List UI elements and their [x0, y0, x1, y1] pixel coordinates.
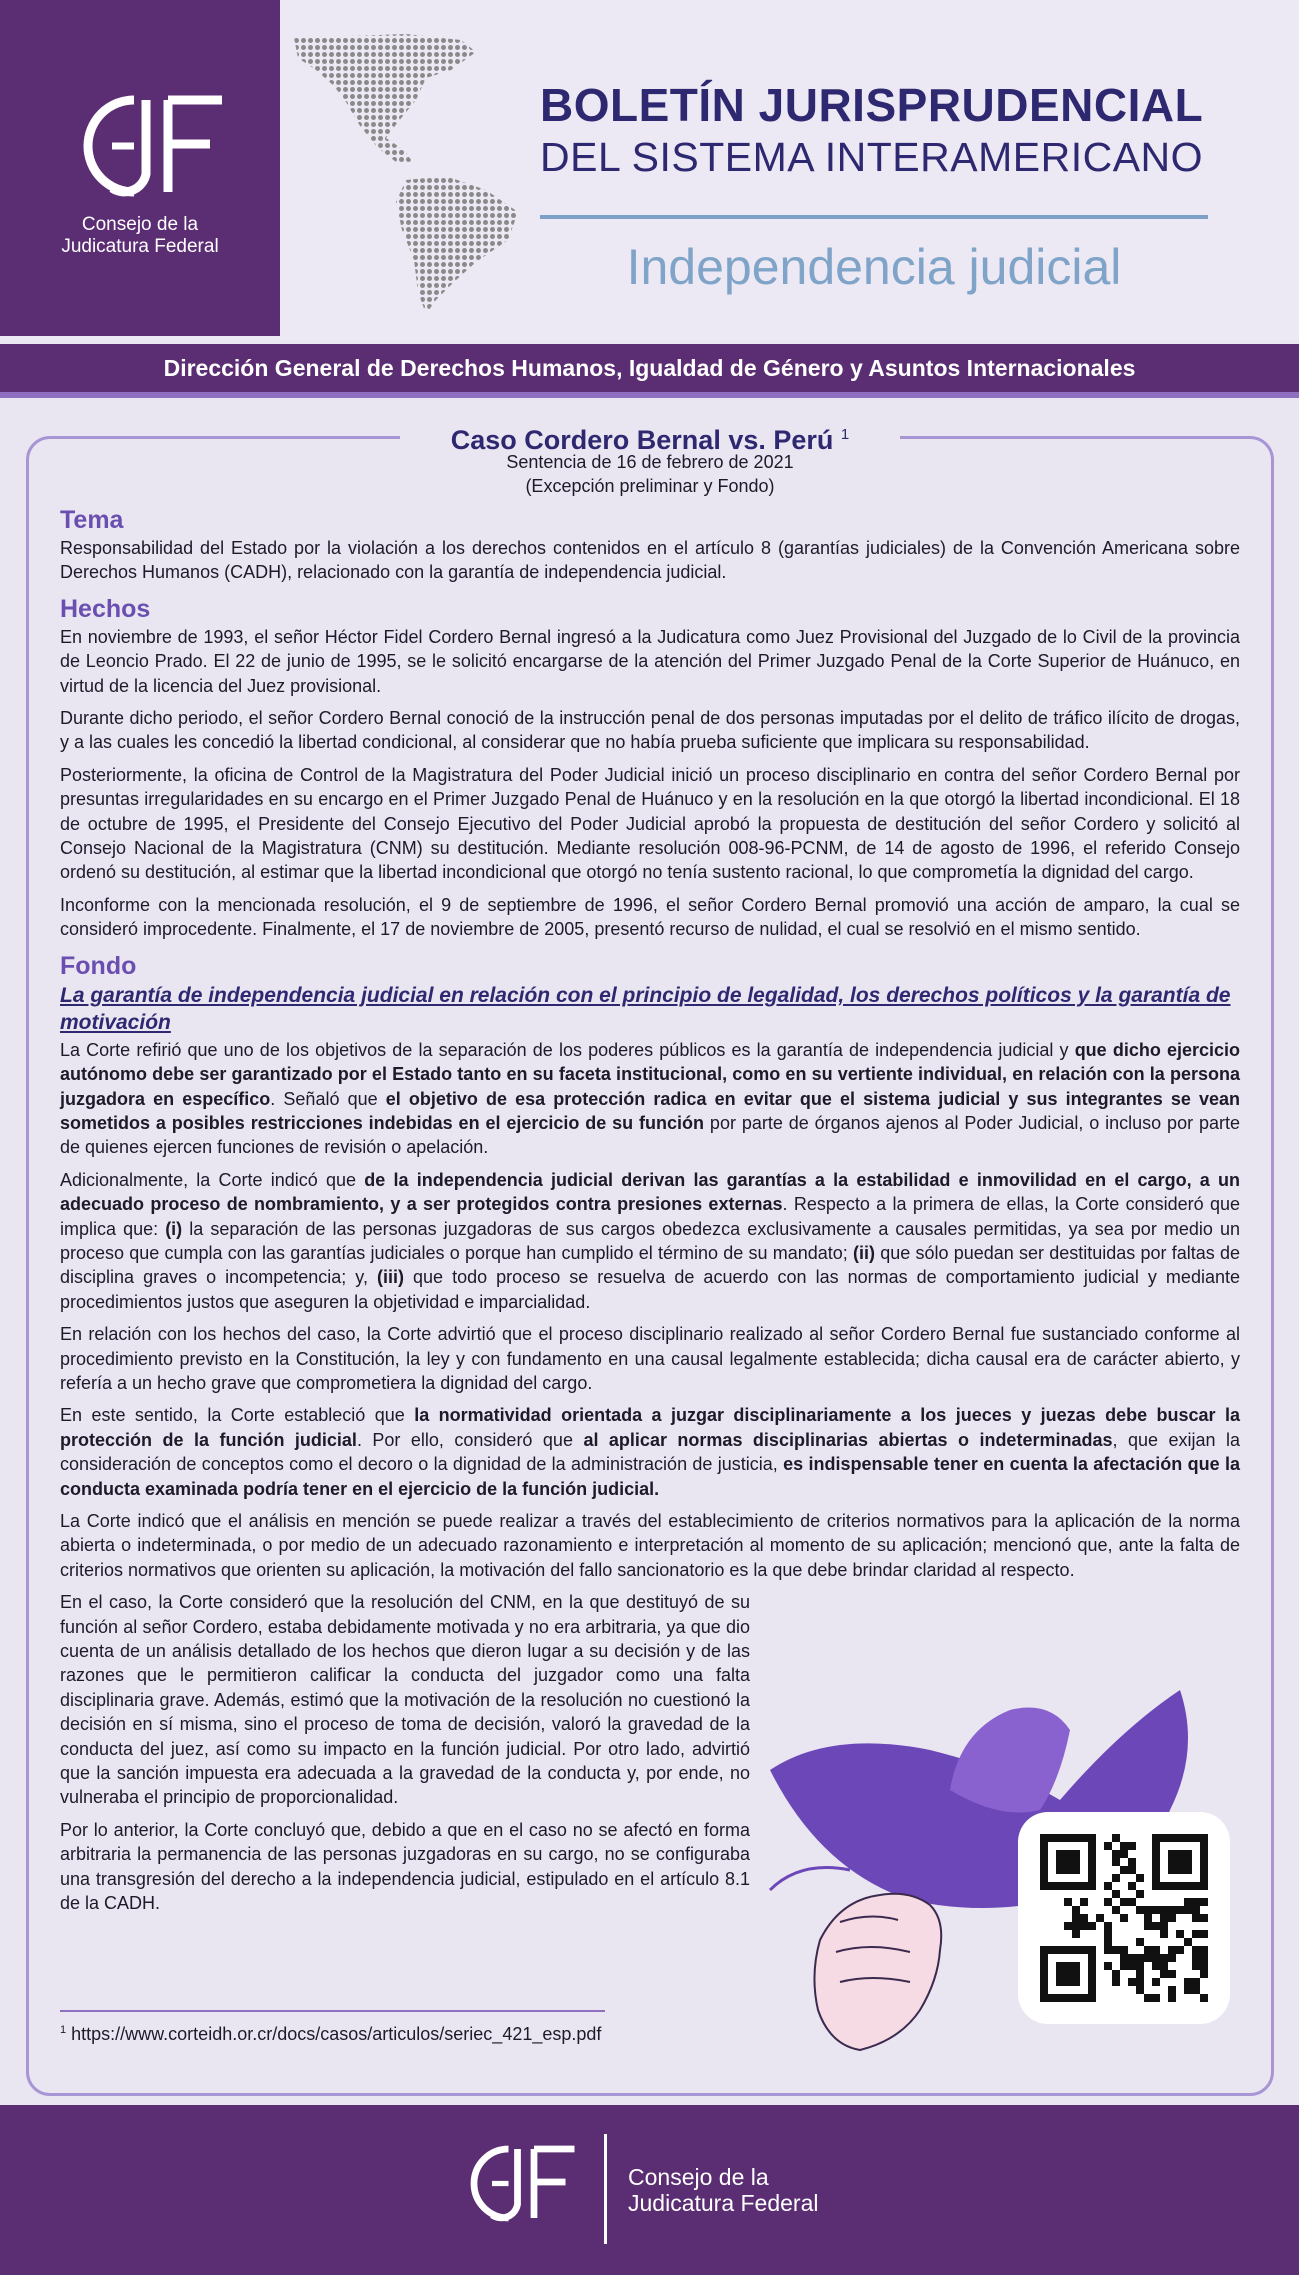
footnote — [60, 2024, 760, 2045]
band-underline — [0, 392, 1299, 398]
fondo-paragraph: La Corte indicó que el análisis en mención se puede realizar a través del establecimiento de criterios normativos para la aplicación de la norma abierta o indeterminada, o por medio de un adecuado razonamiento e interpretación al momento de su aplicación; mencionó que, ante la falta de criterios normativos que orienten su aplicación, la motivación del fallo sancionatorio es la que debe brindar claridad al respecto. — [60, 1511, 1240, 1580]
fondo-paragraph: La Corte refirió que uno de los objetivos de la separación de los poderes públicos es la garantía de independencia judicial y que dicho ejercicio autónomo debe ser garantizado por el Estado tanto en su faceta institucional, como en su vertiente individual, en relación con la persona juzgadora en específico. Señaló que el objetivo de esa protección radica en evitar que el sistema judicial y sus integrantes se vean sometidos a posibles restricciones indebidas en el ejercicio de su función por parte de órganos ajenos al Poder Judicial, o incluso por parte de quienes ejercen funciones de revisión o apelación. — [60, 1039, 1241, 1158]
fondo-paragraph: Por lo anterior, la Corte concluyó que, debido a que en el caso no se afectó en forma arbitraria la permanencia de las personas juzgadoras en su cargo, no se configuraba una transgresión del derecho a la independencia judicial, estipulado en el artículo 8.1 de la CADH. — [60, 1819, 750, 1914]
fondo-paragraph: Adicionalmente, la Corte indicó que de la independencia judicial derivan las garantías a la estabilidad e inmovilidad en el cargo, a un adecuado proceso de nombramiento, y a ser protegidos contra presiones externas. Respecto a la primera de ellas, la Corte consideró que implica que: (i) la separación de las personas juzgadoras de sus cargos obedezca exclusivamente a causales permitidas, ya sea por medio un proceso que cumpla con las garantías judiciales o porque han cumplido el término de su mandato; (ii) que sólo puedan ser destituidas por faltas de disciplina graves o incompetencia; y, (iii) que todo proceso se resuelva de acuerdo con las normas de comportamiento judicial y mediante procedimientos justos que aseguren la objetividad e imparcialidad. — [60, 1169, 1241, 1312]
fondo-heading: Fondo — [60, 951, 137, 980]
footer-divider — [604, 2134, 607, 2244]
bulletin-subtitle: DEL SISTEMA INTERAMERICANO — [540, 134, 1204, 180]
logo-text — [40, 214, 240, 258]
logo-text-line1: Consejo de la — [81, 214, 199, 235]
logo-panel — [0, 0, 280, 336]
fondo-paragraph: En relación con los hechos del caso, la Corte advirtió que el proceso disciplinario realizado al señor Cordero Bernal fue sustanciado conforme al procedimiento previsto en la Constitución, la ley y con fundamento en una causal legalmente establecida; dicha causal era de carácter abierto, y refería a un hecho grave que comprometiera la dignidad del cargo. — [60, 1324, 1240, 1393]
footer-text — [628, 2164, 819, 2216]
americas-map-icon — [286, 30, 546, 315]
tema-text: Responsabilidad del Estado por la violación a los derechos contenidos en el artículo 8 (garantías judiciales) de la Convención Americana sobre Derechos Humanos (CADH), relacionado con la garantía de independencia judicial. — [60, 538, 1240, 583]
logo-text-line2: Judicatura Federal — [61, 236, 219, 257]
footnote-divider — [60, 2010, 605, 2012]
hechos-paragraph: En noviembre de 1993, el señor Héctor Fidel Cordero Bernal ingresó a la Judicatura como Juez Provisional del Juzgado de lo Civil de la provincia de Leoncio Prado. El 22 de junio de 1995, se le solicitó encargarse de la atención del Primer Juzgado Penal de la Corte Superior de Huánuco, en virtud de la licencia del Juez provisional. — [60, 626, 1240, 696]
footnote-mark: 1 — [60, 2024, 67, 2036]
tema-heading: Tema — [60, 506, 124, 534]
department-band: Dirección General de Derechos Humanos, Igualdad de Género y Asuntos Internacionales — [0, 344, 1299, 392]
bulletin-topic: Independencia judicial — [626, 239, 1122, 295]
case-type: (Excepción preliminar y Fondo) — [525, 476, 775, 496]
hechos-paragraph: Durante dicho periodo, el señor Cordero Bernal conoció de la instrucción penal de dos personas imputadas por el delito de tráfico ilícito de drogas, y a las cuales les concedió la libertad condicional, al considerar que no había prueba suficiente que implicara su responsabilidad. — [60, 708, 1240, 753]
case-title-text: Caso Cordero Bernal vs. Perú — [450, 425, 834, 455]
footer-cjf-logo-icon — [462, 2140, 582, 2230]
footer-text-line2: Judicatura Federal — [628, 2190, 819, 2216]
case-footnote-ref: 1 — [840, 426, 850, 443]
bulletin-title: BOLETÍN JURISPRUDENCIAL — [540, 79, 1204, 131]
case-date: Sentencia de 16 de febrero de 2021 — [506, 452, 794, 472]
footer-text-line1: Consejo de la — [628, 2164, 769, 2190]
fondo-paragraph: En este sentido, la Corte estableció que la normatividad orientada a juzgar disciplinariamente a los jueces y juezas debe buscar la protección de la función judicial. Por ello, consideró que al aplicar normas disciplinarias abiertas o indeterminadas, que exijan la consideración de conceptos como el decoro o la dignidad de la administración de justicia, es indispensable tener en cuenta la afectación que la conducta examinada podría tener en el ejercicio de la función judicial. — [60, 1405, 1241, 1499]
footnote-link[interactable]: https://www.corteidh.or.cr/docs/casos/articulos/seriec_421_esp.pdf — [71, 2024, 602, 2044]
fondo-subheading: La garantía de independencia judicial en relación con el principio de legalidad, los derechos políticos y la garantía de motivación — [60, 983, 1231, 1034]
fondo-paragraph: En el caso, la Corte consideró que la resolución del CNM, en la que destituyó de su función al señor Cordero, estaba debidamente motivada y no era arbitraria, ya que dio cuenta de un análisis detallado de los hechos que dieron lugar a su decisión y de las razones que le permitieron calificar la conducta del juzgador como una falta disciplinaria grave. Además, estimó que la motivación de la resolución no cuestionó la decisión en sí misma, sino el proceso de toma de decisión, valoró la gravedad de la conducta del juez, así como su impacto en la función judicial. Por otro lado, advirtió que la sanción impuesta era adecuada a la gravedad de la conducta y, por ende, no vulneraba el principio de proporcionalidad. — [60, 1592, 750, 1808]
hechos-paragraph: Inconforme con la mencionada resolución, el 9 de septiembre de 1996, el señor Cordero Bernal promovió una acción de amparo, la cual se consideró improcedente. Finalmente, el 17 de noviembre de 2005, presentó recurso de nulidad, el cual se resolvió en el mismo sentido. — [60, 894, 1240, 940]
title-divider — [540, 215, 1208, 219]
hechos-heading: Hechos — [60, 594, 151, 623]
hechos-paragraph: Posteriormente, la oficina de Control de la Magistratura del Poder Judicial inició un proceso disciplinario en contra del señor Cordero Bernal por presuntas irregularidades en su encargo en el Primer Juzgado Penal de Huánuco y en la resolución en la que otorgó la libertad incondicional. El 18 de octubre de 1995, el Presidente del Consejo Ejecutivo del Poder Judicial aprobó la propuesta de destitución del señor Cordero y solicitó al Consejo Nacional de la Magistratura (CNM) su destitución. Mediante resolución 008-96-PCNM, de 14 de agosto de 1996, el referido Consejo ordenó su destitución, al estimar que la libertad incondicional que otorgó no tenía sustento racional, lo que comprometía la dignidad del cargo. — [60, 764, 1240, 883]
qr-code-icon[interactable] — [1040, 1834, 1208, 2002]
cjf-logo-icon — [72, 88, 232, 208]
